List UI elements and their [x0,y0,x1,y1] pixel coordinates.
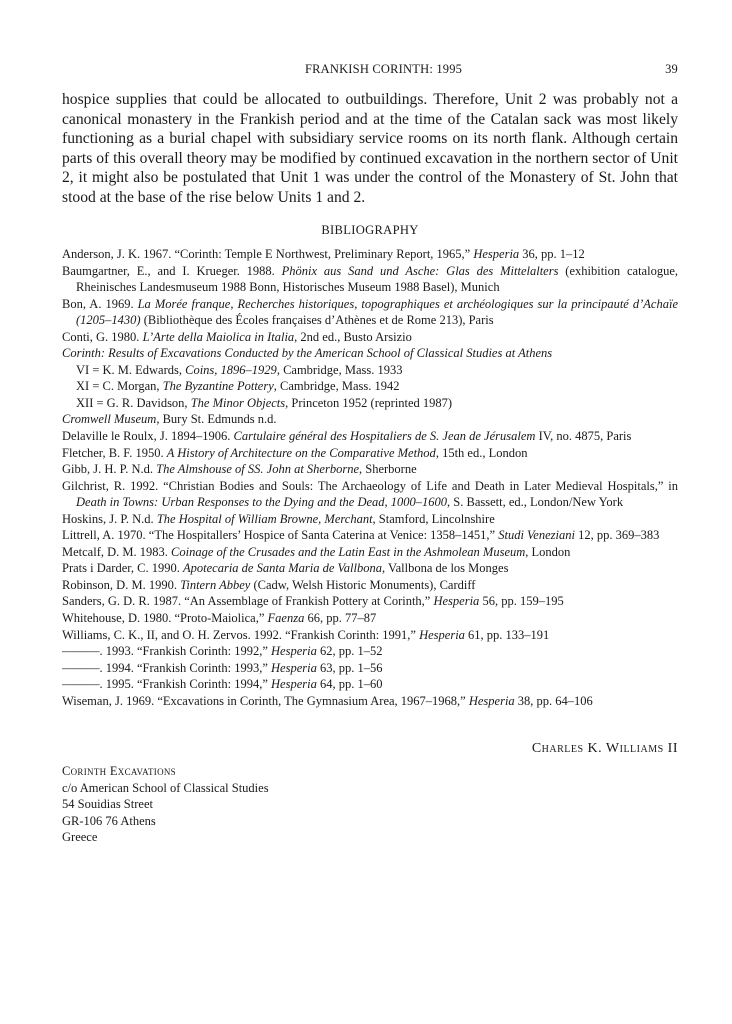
bibliography-entry: XI = C. Morgan, The Byzantine Pottery, Cambridge, Mass. 1942 [76,379,400,394]
bibliography-list [62,246,678,709]
bibliography-entry: Anderson, J. K. 1967. “Corinth: Temple E Northwest, Preliminary Report, 1965,” Hesperia 36, pp. 1–12 [62,247,585,261]
bibliography-entry: XII = G. R. Davidson, The Minor Objects, Princeton 1952 (reprinted 1987) [76,395,453,410]
address-line: Greece [62,830,98,845]
author-signature: Charles K. Williams II [531,741,678,757]
bibliography-heading: BIBLIOGRAPHY [321,223,419,237]
bibliography-entry: Baumgartner, E., and I. Krueger. 1988. Phönix aus Sand und Asche: Glas des Mittelalters (exhibition catalogue, Rheinisches Landesmuseum 1988 Bonn, Historisches Museum 1988 Basel), Munich [62,263,678,295]
address-line: GR-106 76 Athens [62,813,156,828]
journal-page [62,62,678,846]
bibliography-entry: Cromwell Museum, Bury St. Edmunds n.d. [62,412,277,427]
bibliography-entry: Williams, C. K., II, and O. H. Zervos. 1992. “Frankish Corinth: 1991,” Hesperia 61, pp. 133–191 [62,627,550,642]
body-text [62,90,678,207]
bibliography-entry: ———. 1994. “Frankish Corinth: 1993,” Hesperia 63, pp. 1–56 [62,660,383,675]
running-title: FRANKISH CORINTH: 1995 [304,62,463,76]
address-institution: Corinth Excavations [62,764,176,779]
bibliography-entry: Wiseman, J. 1969. “Excavations in Corinth, The Gymnasium Area, 1967–1968,” Hesperia 38, pp. 64–106 [62,693,593,708]
bibliography-entry: Littrell, A. 1970. “The Hospitallers’ Hospice of Santa Caterina at Venice: 1358–1451,” Studi Veneziani 12, pp. 369–383 [62,528,660,543]
bibliography-entry: Robinson, D. M. 1990. Tintern Abbey (Cadw, Welsh Historic Monuments), Cardiff [62,577,476,592]
bibliography-entry: Metcalf, D. M. 1983. Coinage of the Crusades and the Latin East in the Ashmolean Museum, London [62,544,571,559]
bibliography-entry: Corinth: Results of Excavations Conducted by the American School of Classical Studies at Athens [62,346,553,361]
address-line: c/o American School of Classical Studies [62,780,269,795]
author-address [62,763,678,846]
bibliography-entry: Bon, A. 1969. La Morée franque, Recherches historiques, topographiques et archéologiques sur la principauté d’Achaïe (1205–1430) (Bibliothèque des Écoles françaises d’Athènes et de Rome 213), Paris [62,296,678,328]
bibliography-entry: VI = K. M. Edwards, Coins, 1896–1929, Cambridge, Mass. 1933 [76,362,403,377]
bibliography-entry: Delaville le Roulx, J. 1894–1906. Cartulaire général des Hospitaliers de S. Jean de Jérusalem IV, no. 4875, Paris [62,429,632,444]
bibliography-entry: ———. 1993. “Frankish Corinth: 1992,” Hesperia 62, pp. 1–52 [62,644,383,659]
bibliography-entry: Gibb, J. H. P. N.d. The Almshouse of SS. John at Sherborne, Sherborne [62,462,417,477]
running-header [62,62,678,80]
bibliography-entry: Whitehouse, D. 1980. “Proto-Maiolica,” Faenza 66, pp. 77–87 [62,611,377,626]
bibliography-entry: Sanders, G. D. R. 1987. “An Assemblage of Frankish Pottery at Corinth,” Hesperia 56, pp. 159–195 [62,594,564,609]
bibliography-entry: ———. 1995. “Frankish Corinth: 1994,” Hesperia 64, pp. 1–60 [62,677,383,692]
address-line: 54 Souidias Street [62,797,153,812]
bibliography-entry: Conti, G. 1980. L’Arte della Maiolica in Italia, 2nd ed., Busto Arsizio [62,329,412,344]
page-number: 39 [665,62,678,76]
bibliography-entry: Gilchrist, R. 1992. “Christian Bodies and Souls: The Archaeology of Life and Death in Later Medieval Hospitals,” in Death in Towns: Urban Responses to the Dying and the Dead, 1000–1600, S. Bassett, ed., London/New York [62,478,678,510]
body-paragraph: hospice supplies that could be allocated to outbuildings. Therefore, Unit 2 was probably not a canonical monastery in the Frankish period and at the time of the Catalan sack was most likely functioning as a burial chapel with subsidiary service rooms on its north flank. Although certain parts of this overall theory may be modified by continued excavation in the northern sector of Unit 2, it might also be postulated that Unit 1 was under the control of the Monastery of St. John that stood at the base of the rise below Units 1 and 2. [62,91,678,206]
bibliography-entry: Prats i Darder, C. 1990. Apotecaria de Santa Maria de Vallbona, Vallbona de los Monges [62,561,509,576]
bibliography-entry: Fletcher, B. F. 1950. A History of Architecture on the Comparative Method, 15th ed., London [62,445,528,460]
bibliography-entry: Hoskins, J. P. N.d. The Hospital of William Browne, Merchant, Stamford, Lincolnshire [62,511,495,526]
